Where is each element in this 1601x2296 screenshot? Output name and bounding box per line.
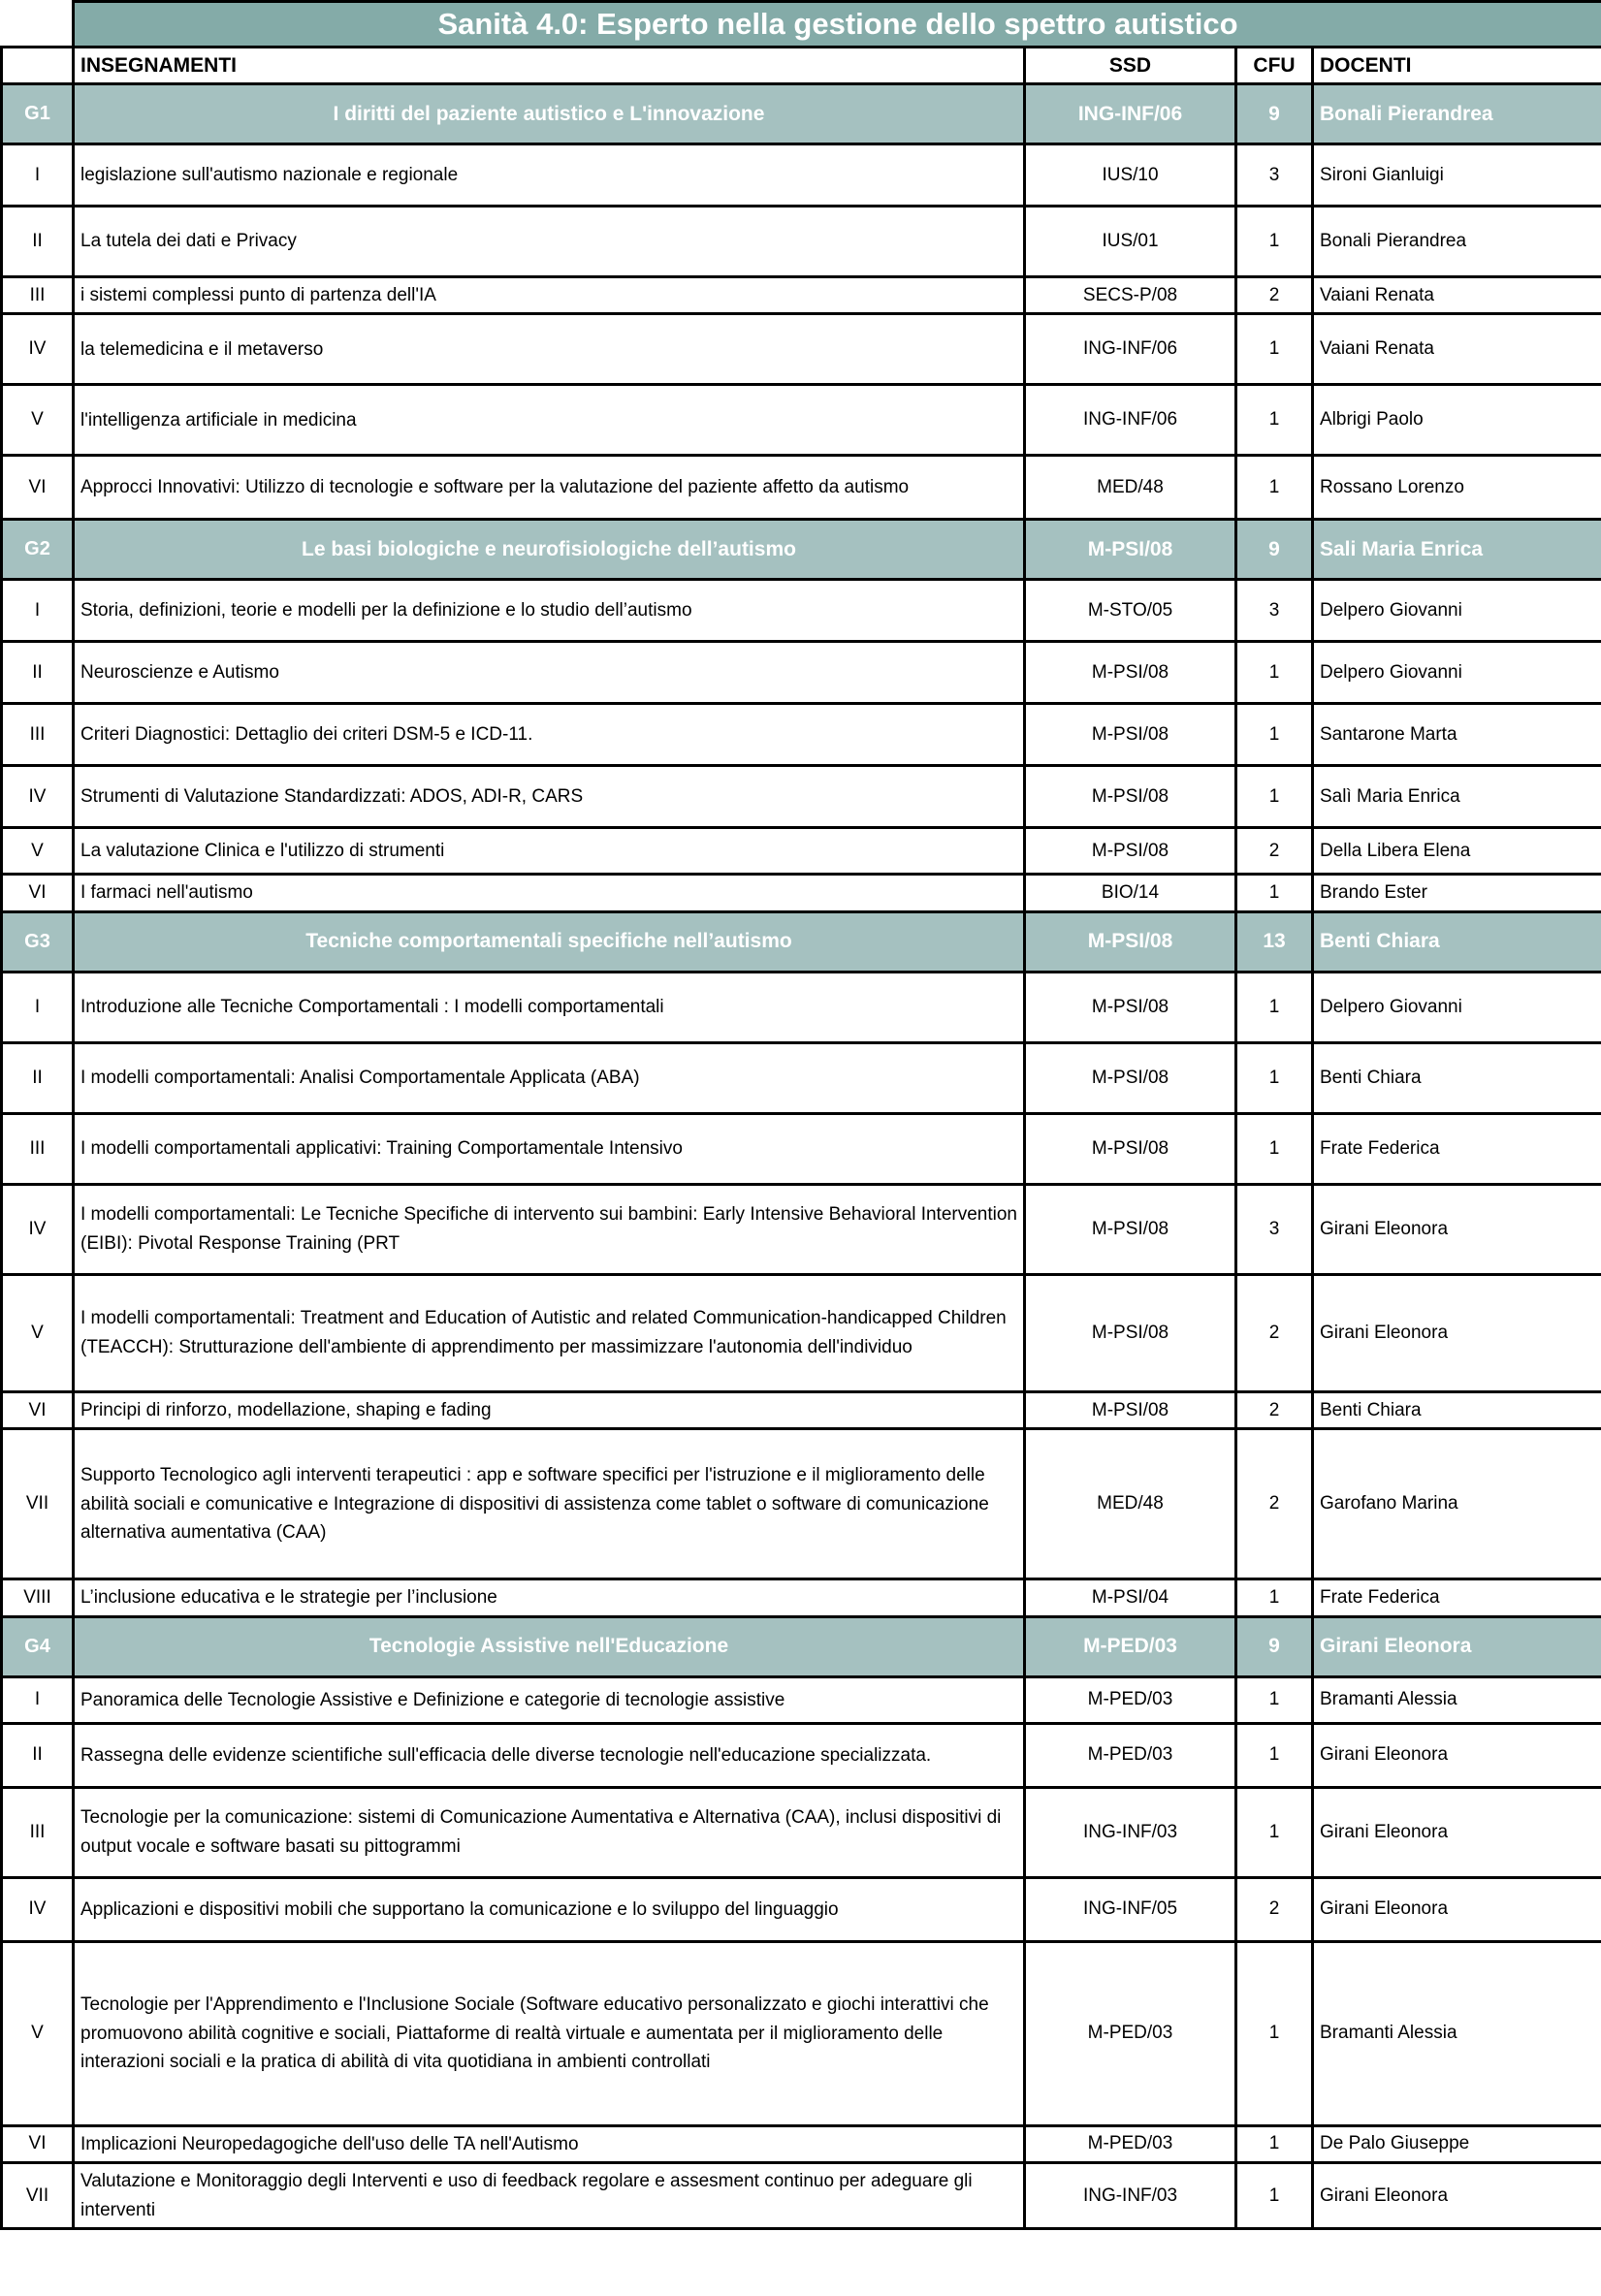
- row-ssd: M-PED/03: [1025, 1676, 1236, 1723]
- row-index: I: [2, 580, 74, 642]
- row-docente: Girani Eleonora: [1313, 2163, 1601, 2229]
- row-insegnamento: Strumenti di Valutazione Standardizzati: ADOS, ADI-R, CARS: [74, 766, 1025, 828]
- table-row: [2, 580, 1601, 642]
- row-ssd: M-PSI/04: [1025, 1579, 1236, 1616]
- row-cfu: 1: [1236, 766, 1313, 828]
- row-docente: Vaiani Renata: [1313, 277, 1601, 314]
- row-index: V: [2, 1941, 74, 2125]
- row-index: III: [2, 704, 74, 766]
- row-index: VI: [2, 875, 74, 911]
- row-insegnamento: Tecnologie per la comunicazione: sistemi di Comunicazione Aumentativa e Alternativa (CAA), inclusi dispositivi di output vocale e software basati su pittogrammi: [74, 1787, 1025, 1877]
- page-title: Sanità 4.0: Esperto nella gestione dello spettro autistico: [74, 2, 1601, 48]
- row-cfu: 2: [1236, 277, 1313, 314]
- row-docente: Benti Chiara: [1313, 1042, 1601, 1113]
- row-cfu: 1: [1236, 1676, 1313, 1723]
- row-cfu: 1: [1236, 456, 1313, 520]
- row-cfu: 1: [1236, 1941, 1313, 2125]
- table-row: [2, 875, 1601, 911]
- row-ssd: MED/48: [1025, 1429, 1236, 1579]
- row-index: II: [2, 642, 74, 704]
- row-ssd: M-PSI/08: [1025, 828, 1236, 875]
- row-docente: Girani Eleonora: [1313, 1877, 1601, 1941]
- table-row: [2, 704, 1601, 766]
- group-header-row: [2, 911, 1601, 972]
- group-ssd: M-PSI/08: [1025, 520, 1236, 580]
- row-docente: Bramanti Alessia: [1313, 1676, 1601, 1723]
- row-cfu: 1: [1236, 1787, 1313, 1877]
- group-ssd: M-PED/03: [1025, 1616, 1236, 1676]
- group-docente: Bonali Pierandrea: [1313, 84, 1601, 144]
- row-docente: Brando Ester: [1313, 875, 1601, 911]
- row-index: I: [2, 1676, 74, 1723]
- row-docente: Della Libera Elena: [1313, 828, 1601, 875]
- group-title: Tecnologie Assistive nell'Educazione: [74, 1616, 1025, 1676]
- row-docente: Frate Federica: [1313, 1113, 1601, 1184]
- table-row: [2, 1274, 1601, 1391]
- row-docente: Delpero Giovanni: [1313, 972, 1601, 1042]
- row-cfu: 2: [1236, 1877, 1313, 1941]
- row-ssd: M-STO/05: [1025, 580, 1236, 642]
- row-insegnamento: Principi di rinforzo, modellazione, shaping e fading: [74, 1391, 1025, 1428]
- table-row: [2, 1184, 1601, 1274]
- group-ssd: ING-INF/06: [1025, 84, 1236, 144]
- row-cfu: 1: [1236, 1579, 1313, 1616]
- row-docente: Santarone Marta: [1313, 704, 1601, 766]
- table-row: [2, 1113, 1601, 1184]
- row-index: VII: [2, 2163, 74, 2229]
- row-cfu: 1: [1236, 385, 1313, 456]
- row-insegnamento: Neuroscienze e Autismo: [74, 642, 1025, 704]
- title-spacer-cell: [2, 2, 74, 48]
- group-docente: Girani Eleonora: [1313, 1616, 1601, 1676]
- table-title-row: [2, 2, 1601, 48]
- row-index: IV: [2, 1184, 74, 1274]
- row-index: V: [2, 1274, 74, 1391]
- row-insegnamento: Criteri Diagnostici: Dettaglio dei criteri DSM-5 e ICD-11.: [74, 704, 1025, 766]
- row-cfu: 1: [1236, 704, 1313, 766]
- table-row: [2, 828, 1601, 875]
- row-insegnamento: Tecnologie per l'Apprendimento e l'Inclusione Sociale (Software educativo personalizzato e giochi interattivi che promuovono abilità cognitive e sociali, Piattaforme di realtà virtuale e aumentata per il miglioramento delle interazioni sociali e la pratica di abilità di vita quotidiana in ambienti controllati: [74, 1941, 1025, 2125]
- row-ssd: M-PSI/08: [1025, 1184, 1236, 1274]
- row-ssd: M-PSI/08: [1025, 1391, 1236, 1428]
- row-cfu: 1: [1236, 972, 1313, 1042]
- row-ssd: IUS/01: [1025, 207, 1236, 277]
- group-header-row: [2, 1616, 1601, 1676]
- group-code: G4: [2, 1616, 74, 1676]
- table-row: [2, 972, 1601, 1042]
- row-cfu: 1: [1236, 314, 1313, 385]
- row-index: IV: [2, 766, 74, 828]
- group-cfu: 13: [1236, 911, 1313, 972]
- row-docente: Girani Eleonora: [1313, 1723, 1601, 1787]
- row-cfu: 2: [1236, 828, 1313, 875]
- row-docente: Benti Chiara: [1313, 1391, 1601, 1428]
- row-ssd: M-PSI/08: [1025, 1274, 1236, 1391]
- row-insegnamento: Approcci Innovativi: Utilizzo di tecnologie e software per la valutazione del paziente affetto da autismo: [74, 456, 1025, 520]
- row-insegnamento: i sistemi complessi punto di partenza dell'IA: [74, 277, 1025, 314]
- row-index: V: [2, 828, 74, 875]
- table-row: [2, 1787, 1601, 1877]
- group-code: G3: [2, 911, 74, 972]
- row-docente: Sironi Gianluigi: [1313, 144, 1601, 207]
- group-ssd: M-PSI/08: [1025, 911, 1236, 972]
- row-cfu: 1: [1236, 2163, 1313, 2229]
- table-row: [2, 2125, 1601, 2162]
- row-ssd: M-PSI/08: [1025, 1113, 1236, 1184]
- row-insegnamento: I modelli comportamentali: Le Tecniche Specifiche di intervento sui bambini: Early Intensive Behavioral Intervention (EIBI): Pivotal Response Training (PRT: [74, 1184, 1025, 1274]
- table-row: [2, 277, 1601, 314]
- row-ssd: M-PED/03: [1025, 2125, 1236, 2162]
- group-code: G1: [2, 84, 74, 144]
- row-ssd: BIO/14: [1025, 875, 1236, 911]
- column-header-row: [2, 48, 1601, 84]
- row-index: VI: [2, 1391, 74, 1428]
- row-index: VII: [2, 1429, 74, 1579]
- row-index: VI: [2, 456, 74, 520]
- row-ssd: ING-INF/06: [1025, 385, 1236, 456]
- row-ssd: M-PSI/08: [1025, 1042, 1236, 1113]
- row-insegnamento: I modelli comportamentali applicativi: Training Comportamentale Intensivo: [74, 1113, 1025, 1184]
- row-docente: Delpero Giovanni: [1313, 580, 1601, 642]
- row-cfu: 1: [1236, 875, 1313, 911]
- table-row: [2, 1941, 1601, 2125]
- row-ssd: ING-INF/06: [1025, 314, 1236, 385]
- row-index: V: [2, 385, 74, 456]
- row-index: I: [2, 972, 74, 1042]
- row-insegnamento: Supporto Tecnologico agli interventi terapeutici : app e software specifici per l'istruzione e il miglioramento delle abilità sociali e comunicative e Integrazione di dispositivi di assistenza come tablet o software di comunicazione alternativa aumentativa (CAA): [74, 1429, 1025, 1579]
- row-insegnamento: Applicazioni e dispositivi mobili che supportano la comunicazione e lo sviluppo del linguaggio: [74, 1877, 1025, 1941]
- row-ssd: M-PSI/08: [1025, 766, 1236, 828]
- row-cfu: 1: [1236, 1042, 1313, 1113]
- row-cfu: 1: [1236, 1113, 1313, 1184]
- table-row: [2, 144, 1601, 207]
- row-index: IV: [2, 1877, 74, 1941]
- row-insegnamento: La valutazione Clinica e l'utilizzo di strumenti: [74, 828, 1025, 875]
- column-header-num: [2, 48, 74, 84]
- row-ssd: M-PED/03: [1025, 1723, 1236, 1787]
- group-docente: Sali Maria Enrica: [1313, 520, 1601, 580]
- row-cfu: 3: [1236, 1184, 1313, 1274]
- row-insegnamento: Storia, definizioni, teorie e modelli per la definizione e lo studio dell’autismo: [74, 580, 1025, 642]
- row-insegnamento: la telemedicina e il metaverso: [74, 314, 1025, 385]
- row-docente: Delpero Giovanni: [1313, 642, 1601, 704]
- group-cfu: 9: [1236, 520, 1313, 580]
- row-docente: Frate Federica: [1313, 1579, 1601, 1616]
- row-docente: Bonali Pierandrea: [1313, 207, 1601, 277]
- row-docente: Albrigi Paolo: [1313, 385, 1601, 456]
- table-row: [2, 1429, 1601, 1579]
- row-index: II: [2, 1723, 74, 1787]
- row-insegnamento: l'intelligenza artificiale in medicina: [74, 385, 1025, 456]
- table-row: [2, 456, 1601, 520]
- row-ssd: ING-INF/03: [1025, 1787, 1236, 1877]
- group-title: Tecniche comportamentali specifiche nell’autismo: [74, 911, 1025, 972]
- column-header-insegnamenti: INSEGNAMENTI: [74, 48, 1025, 84]
- row-ssd: SECS-P/08: [1025, 277, 1236, 314]
- row-index: III: [2, 1787, 74, 1877]
- row-index: IV: [2, 314, 74, 385]
- row-insegnamento: Panoramica delle Tecnologie Assistive e Definizione e categorie di tecnologie assistive: [74, 1676, 1025, 1723]
- group-header-row: [2, 84, 1601, 144]
- row-ssd: IUS/10: [1025, 144, 1236, 207]
- table-row: [2, 1676, 1601, 1723]
- row-cfu: 2: [1236, 1429, 1313, 1579]
- table-row: [2, 642, 1601, 704]
- row-cfu: 1: [1236, 207, 1313, 277]
- row-insegnamento: I modelli comportamentali: Treatment and Education of Autistic and related Communication-handicapped Children (TEACCH): Strutturazione dell'ambiente di apprendimento per massimizzare l'autonomia dell'individuo: [74, 1274, 1025, 1391]
- row-insegnamento: Rassegna delle evidenze scientifiche sull'efficacia delle diverse tecnologie nell'educazione specializzata.: [74, 1723, 1025, 1787]
- row-cfu: 3: [1236, 580, 1313, 642]
- group-docente: Benti Chiara: [1313, 911, 1601, 972]
- group-title: Le basi biologiche e neurofisiologiche dell’autismo: [74, 520, 1025, 580]
- row-insegnamento: I farmaci nell'autismo: [74, 875, 1025, 911]
- row-ssd: M-PSI/08: [1025, 972, 1236, 1042]
- row-insegnamento: L’inclusione educativa e le strategie per l’inclusione: [74, 1579, 1025, 1616]
- row-ssd: M-PED/03: [1025, 1941, 1236, 2125]
- table-row: [2, 2163, 1601, 2229]
- group-header-row: [2, 520, 1601, 580]
- row-docente: Bramanti Alessia: [1313, 1941, 1601, 2125]
- row-index: II: [2, 207, 74, 277]
- row-insegnamento: I modelli comportamentali: Analisi Comportamentale Applicata (ABA): [74, 1042, 1025, 1113]
- row-ssd: M-PSI/08: [1025, 704, 1236, 766]
- row-docente: De Palo Giuseppe: [1313, 2125, 1601, 2162]
- row-docente: Girani Eleonora: [1313, 1787, 1601, 1877]
- row-docente: Girani Eleonora: [1313, 1274, 1601, 1391]
- column-header-ssd: SSD: [1025, 48, 1236, 84]
- row-docente: Rossano Lorenzo: [1313, 456, 1601, 520]
- table-row: [2, 385, 1601, 456]
- row-insegnamento: Introduzione alle Tecniche Comportamentali : I modelli comportamentali: [74, 972, 1025, 1042]
- table-row: [2, 1877, 1601, 1941]
- table-row: [2, 1579, 1601, 1616]
- row-cfu: 1: [1236, 2125, 1313, 2162]
- row-docente: Girani Eleonora: [1313, 1184, 1601, 1274]
- table-row: [2, 1723, 1601, 1787]
- table-row: [2, 1391, 1601, 1428]
- row-index: II: [2, 1042, 74, 1113]
- row-insegnamento: La tutela dei dati e Privacy: [74, 207, 1025, 277]
- row-insegnamento: Implicazioni Neuropedagogiche dell'uso delle TA nell'Autismo: [74, 2125, 1025, 2162]
- row-ssd: ING-INF/05: [1025, 1877, 1236, 1941]
- row-cfu: 1: [1236, 1723, 1313, 1787]
- table-row: [2, 1042, 1601, 1113]
- row-cfu: 2: [1236, 1391, 1313, 1428]
- table-row: [2, 314, 1601, 385]
- row-insegnamento: legislazione sull'autismo nazionale e regionale: [74, 144, 1025, 207]
- row-docente: Vaiani Renata: [1313, 314, 1601, 385]
- group-cfu: 9: [1236, 1616, 1313, 1676]
- row-index: VI: [2, 2125, 74, 2162]
- row-ssd: ING-INF/03: [1025, 2163, 1236, 2229]
- row-ssd: M-PSI/08: [1025, 642, 1236, 704]
- row-cfu: 3: [1236, 144, 1313, 207]
- row-index: I: [2, 144, 74, 207]
- group-code: G2: [2, 520, 74, 580]
- group-cfu: 9: [1236, 84, 1313, 144]
- row-cfu: 1: [1236, 642, 1313, 704]
- row-index: III: [2, 1113, 74, 1184]
- row-insegnamento: Valutazione e Monitoraggio degli Interventi e uso di feedback regolare e assesment continuo per adeguare gli interventi: [74, 2163, 1025, 2229]
- row-index: VIII: [2, 1579, 74, 1616]
- column-header-docenti: DOCENTI: [1313, 48, 1601, 84]
- row-ssd: MED/48: [1025, 456, 1236, 520]
- group-title: I diritti del paziente autistico e L'innovazione: [74, 84, 1025, 144]
- table-row: [2, 207, 1601, 277]
- row-cfu: 2: [1236, 1274, 1313, 1391]
- column-header-cfu: CFU: [1236, 48, 1313, 84]
- row-index: III: [2, 277, 74, 314]
- row-docente: Garofano Marina: [1313, 1429, 1601, 1579]
- table-row: [2, 766, 1601, 828]
- row-docente: Salì Maria Enrica: [1313, 766, 1601, 828]
